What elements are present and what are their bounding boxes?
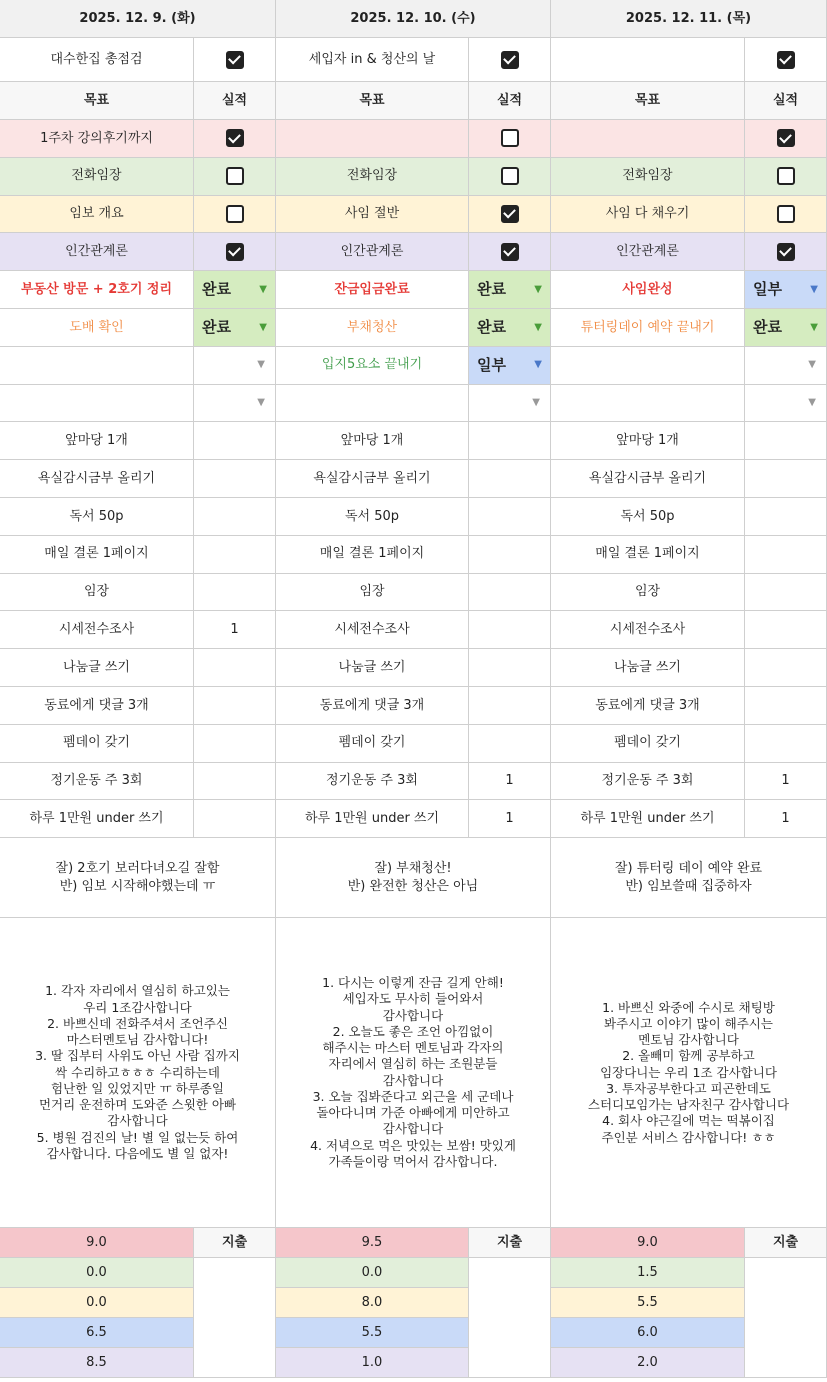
task-item [551,347,745,385]
habit-count[interactable] [194,800,276,838]
habit-count[interactable] [469,611,551,649]
daily-reflection: 잘) 부채청산! 반) 완전한 청산은 아님 [276,838,551,918]
goal-item: 1주차 강의후기까지 [0,120,194,158]
goal-item: 전화임장 [276,158,469,196]
task-status-dropdown[interactable] [194,271,276,309]
dropdown-arrow-icon[interactable]: ▼ [534,359,542,371]
goal-checkbox-cell[interactable] [194,120,276,158]
result-header: 실적 [745,82,827,120]
habit-count[interactable]: 1 [194,611,276,649]
habit-item: 나눔글 쓰기 [551,649,745,687]
checkbox-icon[interactable] [226,129,244,147]
event-label: 세입자 in & 청산의 날 [276,38,469,82]
expense-label: 지출 [745,1228,827,1258]
habit-count[interactable] [745,422,827,460]
checkbox-icon[interactable] [777,167,795,185]
habit-count[interactable]: 1 [745,800,827,838]
dropdown-arrow-icon[interactable]: ▼ [532,397,540,409]
gratitude-journal: 1. 다시는 이렇게 잔금 길게 안해! 세입자도 무사히 들어와서 감사합니다 2. 오늘도 좋은 조언 아낌없이 해주시는 마스터 멘토님과 각자의 자리에서 열심히 하는 조원분들 감사합니다 3. 오늘 집봐준다고 외근을 세 군데나 돌아다니며 가준 아빠에게 미안하고 감사합니다 4. 저녁으로 먹은 맛있는 보쌈! 맛있게 가족들이랑 먹어서 감사합니다. [276,918,551,1228]
expense-label: 지출 [194,1228,276,1258]
habit-item: 매일 결론 1페이지 [0,536,194,574]
task-status-value: 완료 [753,318,782,337]
habit-item: 하루 1만원 under 쓰기 [551,800,745,838]
expense-label: 지출 [469,1228,551,1258]
task-status-dropdown[interactable] [469,271,551,309]
goal-checkbox-cell[interactable] [469,233,551,271]
habit-count[interactable] [194,422,276,460]
goal-checkbox-cell[interactable] [194,196,276,234]
event-checkbox-cell[interactable] [194,38,276,82]
gratitude-journal: 1. 각자 자리에서 열심히 하고있는 우리 1조감사합니다 2. 바쁘신데 전화주셔서 조언주신 마스터멘토님 감사합니다! 3. 딸 집부터 사위도 아닌 사람 집까지 싹 수리하고ㅎㅎㅎ 수리하는데 험난한 일 있었지만 ㅠ 하루종일 먼거리 운전하며 도와준 스윗한 아빠 감사합니다 5. 병원 검진의 날! 별 일 없는듯 하여 감사합니다. 다음에도 별 일 없자! [0,918,276,1228]
dropdown-arrow-icon[interactable]: ▼ [808,397,816,409]
goal-item: 전화임장 [551,158,745,196]
checkbox-icon[interactable] [777,243,795,261]
score-value: 2.0 [551,1348,745,1378]
task-status-value: 일부 [753,280,782,299]
goal-header: 목표 [551,82,745,120]
goal-checkbox-cell[interactable] [194,158,276,196]
goal-item: 임보 개요 [0,196,194,234]
task-item: 도배 확인 [0,309,194,347]
dropdown-arrow-icon[interactable]: ▼ [259,321,267,333]
habit-item: 나눔글 쓰기 [276,649,469,687]
event-checkbox-cell[interactable] [469,38,551,82]
habit-item: 시세전수조사 [0,611,194,649]
goal-checkbox-cell[interactable] [745,120,827,158]
checkbox-icon[interactable] [777,129,795,147]
dropdown-arrow-icon[interactable]: ▼ [810,321,818,333]
habit-count[interactable] [469,687,551,725]
goal-item [276,120,469,158]
habit-item: 임장 [551,574,745,612]
task-item: 부동산 방문 + 2호기 정리 [0,271,194,309]
habit-count[interactable] [469,536,551,574]
expense-value[interactable] [194,1258,276,1378]
habit-count[interactable]: 1 [469,763,551,801]
habit-item: 펨데이 갖기 [0,725,194,763]
habit-item: 정기운동 주 3회 [276,763,469,801]
goal-checkbox-cell[interactable] [469,120,551,158]
task-status-dropdown[interactable] [469,347,551,385]
score-value: 5.5 [276,1318,469,1348]
habit-count[interactable] [745,574,827,612]
daily-reflection: 잘) 2호기 보러다녀오길 잘함 반) 임보 시작해야했는데 ㅠ [0,838,276,918]
dropdown-arrow-icon[interactable]: ▼ [259,283,267,295]
habit-item: 정기운동 주 3회 [551,763,745,801]
habit-item: 욕실감시금부 올리기 [276,460,469,498]
task-item: 사임완성 [551,271,745,309]
event-checkbox-cell[interactable] [745,38,827,82]
habit-item: 매일 결론 1페이지 [276,536,469,574]
habit-item: 욕실감시금부 올리기 [551,460,745,498]
score-value: 1.0 [276,1348,469,1378]
checkbox-icon[interactable] [777,51,795,69]
task-item [551,385,745,423]
habit-count[interactable] [745,536,827,574]
habit-item: 동료에게 댓글 3개 [276,687,469,725]
task-status-value: 완료 [477,280,506,299]
checkbox-icon[interactable] [226,51,244,69]
habit-item: 독서 50p [0,498,194,536]
habit-item: 시세전수조사 [276,611,469,649]
habit-item: 앞마당 1개 [276,422,469,460]
habit-count[interactable] [194,687,276,725]
checkbox-icon[interactable] [501,167,519,185]
score-value: 0.0 [0,1258,194,1288]
score-value: 9.0 [0,1228,194,1258]
goal-item: 인간관계론 [0,233,194,271]
habit-item: 매일 결론 1페이지 [551,536,745,574]
habit-count[interactable] [745,460,827,498]
score-value: 5.5 [551,1288,745,1318]
habit-item: 정기운동 주 3회 [0,763,194,801]
task-status-value: 완료 [202,318,231,337]
dropdown-arrow-icon[interactable]: ▼ [257,397,265,409]
habit-count[interactable] [194,498,276,536]
goal-checkbox-cell[interactable] [194,233,276,271]
dropdown-arrow-icon[interactable]: ▼ [257,359,265,371]
habit-item: 욕실감시금부 올리기 [0,460,194,498]
habit-count[interactable] [469,422,551,460]
habit-count[interactable] [194,574,276,612]
habit-count[interactable] [469,460,551,498]
score-value: 9.5 [276,1228,469,1258]
habit-item: 임장 [276,574,469,612]
habit-count[interactable]: 1 [745,763,827,801]
habit-item: 동료에게 댓글 3개 [0,687,194,725]
date-header: 2025. 12. 11. (목) [551,0,827,38]
task-status-dropdown[interactable] [745,347,827,385]
habit-count[interactable] [469,574,551,612]
goal-checkbox-cell[interactable] [469,158,551,196]
date-header: 2025. 12. 9. (화) [0,0,276,38]
dropdown-arrow-icon[interactable]: ▼ [808,359,816,371]
habit-item: 시세전수조사 [551,611,745,649]
habit-item: 하루 1만원 under 쓰기 [0,800,194,838]
score-value: 1.5 [551,1258,745,1288]
habit-item: 독서 50p [551,498,745,536]
task-status-dropdown[interactable] [469,385,551,423]
goal-item: 전화임장 [0,158,194,196]
score-value: 6.5 [0,1318,194,1348]
task-item [0,385,194,423]
habit-count[interactable] [194,460,276,498]
task-item: 튜터링데이 예약 끝내기 [551,309,745,347]
gratitude-journal: 1. 바쁘신 와중에 수시로 채팅방 봐주시고 이야기 많이 해주시는 멘토님 감사합니다 2. 올빼미 함께 공부하고 임장다니는 우리 1조 감사합니다 3. 투자공부한다고 피곤한데도 스터디모임가는 남자친구 감사합니다 4. 회사 야근길에 먹는 떡볶이집 주인분 서비스 감사합니다! ㅎㅎ [551,918,827,1228]
task-status-dropdown[interactable] [469,309,551,347]
goal-item: 사임 다 채우기 [551,196,745,234]
habit-count[interactable] [194,725,276,763]
habit-item: 앞마당 1개 [551,422,745,460]
habit-item: 동료에게 댓글 3개 [551,687,745,725]
score-value: 8.0 [276,1288,469,1318]
habit-count[interactable] [745,611,827,649]
habit-item: 임장 [0,574,194,612]
goal-header: 목표 [276,82,469,120]
habit-count[interactable] [745,649,827,687]
score-value: 0.0 [276,1258,469,1288]
checkbox-icon[interactable] [226,243,244,261]
dropdown-arrow-icon[interactable]: ▼ [810,283,818,295]
habit-item: 하루 1만원 under 쓰기 [276,800,469,838]
date-header: 2025. 12. 10. (수) [276,0,551,38]
event-label [551,38,745,82]
score-value: 9.0 [551,1228,745,1258]
checkbox-icon[interactable] [501,205,519,223]
checkbox-icon[interactable] [501,129,519,147]
task-status-value: 일부 [477,356,506,375]
task-item: 부채청산 [276,309,469,347]
goal-item: 인간관계론 [276,233,469,271]
habit-item: 나눔글 쓰기 [0,649,194,687]
habit-count[interactable] [745,498,827,536]
goal-item [551,120,745,158]
checkbox-icon[interactable] [501,243,519,261]
habit-item: 펨데이 갖기 [551,725,745,763]
habit-item: 앞마당 1개 [0,422,194,460]
goal-checkbox-cell[interactable] [745,158,827,196]
habit-count[interactable] [745,725,827,763]
score-value: 8.5 [0,1348,194,1378]
expense-value[interactable] [745,1258,827,1378]
habit-count[interactable] [194,536,276,574]
checkbox-icon[interactable] [777,205,795,223]
task-item [276,385,469,423]
habit-item: 독서 50p [276,498,469,536]
habit-count[interactable] [745,687,827,725]
daily-reflection: 잘) 튜터링 데이 예약 완료 반) 임보쓸때 집중하자 [551,838,827,918]
task-status-dropdown[interactable] [194,385,276,423]
goal-checkbox-cell[interactable] [745,233,827,271]
habit-count[interactable] [469,725,551,763]
task-item: 입지5요소 끝내기 [276,347,469,385]
score-value: 6.0 [551,1318,745,1348]
goal-checkbox-cell[interactable] [469,196,551,234]
task-status-value: 완료 [477,318,506,337]
task-status-dropdown[interactable] [745,271,827,309]
task-status-dropdown[interactable] [194,347,276,385]
goal-item: 인간관계론 [551,233,745,271]
goal-item: 사임 절반 [276,196,469,234]
habit-count[interactable] [194,649,276,687]
result-header: 실적 [469,82,551,120]
result-header: 실적 [194,82,276,120]
habit-count[interactable] [194,763,276,801]
checkbox-icon[interactable] [226,167,244,185]
dropdown-arrow-icon[interactable]: ▼ [534,283,542,295]
checkbox-icon[interactable] [226,205,244,223]
expense-value[interactable] [469,1258,551,1378]
checkbox-icon[interactable] [501,51,519,69]
score-value: 0.0 [0,1288,194,1318]
task-status-dropdown[interactable] [194,309,276,347]
habit-item: 펨데이 갖기 [276,725,469,763]
dropdown-arrow-icon[interactable]: ▼ [534,321,542,333]
goal-header: 목표 [0,82,194,120]
goal-checkbox-cell[interactable] [745,196,827,234]
task-status-value: 완료 [202,280,231,299]
habit-count[interactable] [469,498,551,536]
habit-count[interactable] [469,649,551,687]
task-item: 잔금입금완료 [276,271,469,309]
task-status-dropdown[interactable] [745,385,827,423]
event-label: 대수한집 총점검 [0,38,194,82]
habit-count[interactable]: 1 [469,800,551,838]
task-item [0,347,194,385]
task-status-dropdown[interactable] [745,309,827,347]
